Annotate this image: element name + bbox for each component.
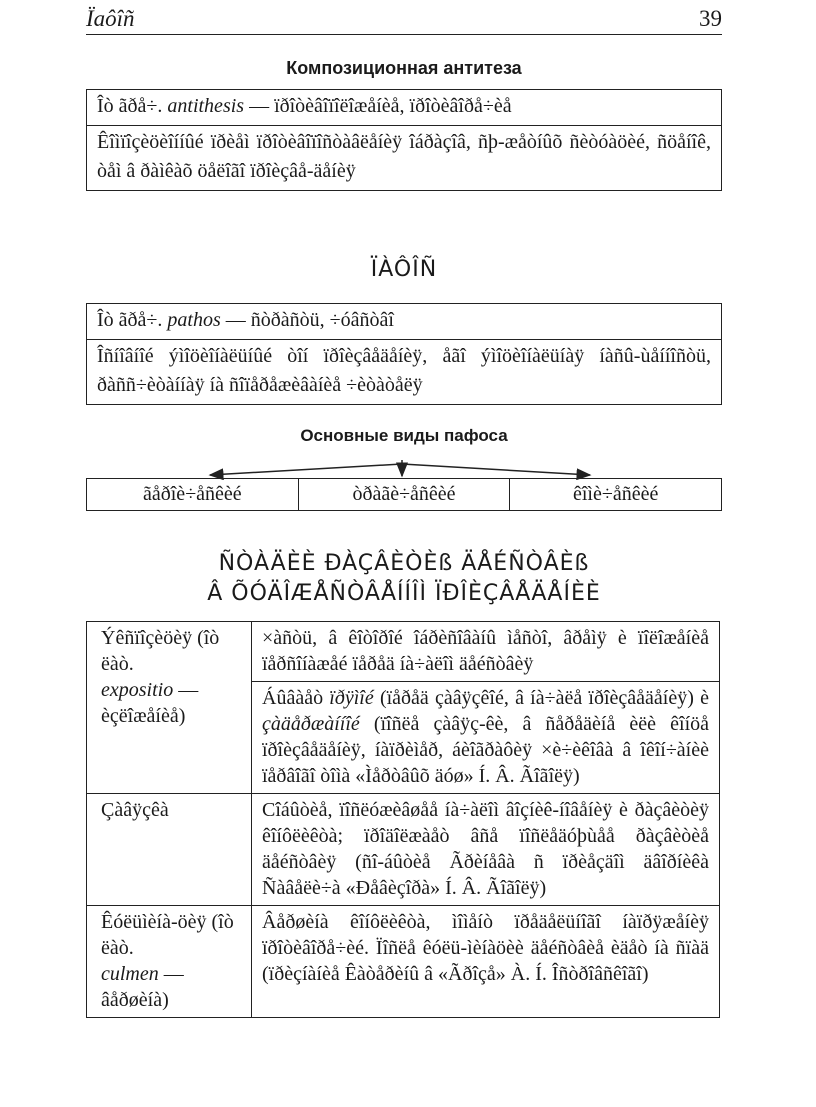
term-exposition: Ýêñïîçèöèÿ (îò ëàò. expositio — èçëîæåíèå): [87, 622, 252, 794]
term-culmination: Êóëüìèíà-öèÿ (îò ëàò. culmen — âåðøèíà): [87, 906, 252, 1018]
pathos-etymology: Îò ãðå÷. pathos — ñòðàñòü, ÷óâñòâî: [97, 309, 394, 331]
page-number: 39: [699, 6, 722, 31]
antithesis-heading: Композиционная антитеза: [286, 58, 522, 78]
plot-stages-heading-line1: ÑÒÀÄÈÈ ÐÀÇÂÈÒÈß ÄÅÉÑÒÂÈß: [218, 551, 590, 576]
plot-stages-table: [86, 621, 720, 1018]
antithesis-latin-term: antithesis: [167, 95, 245, 117]
arrow-right: [402, 464, 590, 475]
complication-definition: Cîáûòèå, ïîñëóæèâøåå íà÷àëîì âîçíèê-íîâåíèÿ è ðàçâèòèÿ êîíôëèêòà; ïðîäîëæàåò âñå ïîñëåäóþùåå ðàçâèòèå äåéñòâèÿ (ñî-áûòèå Ãðèíåâà ñ ïðèåçäîì äâîðíèêà Ñàâåëè÷à «Ðåâèçîðà» Í. Â. Ãîãîëÿ): [252, 794, 720, 906]
exposition-types: Áûâàåò ïðÿìîé (ïåðåä çàâÿçêîé, â íà÷àëå ïðîèçâåäåíèÿ) è çàäåðæàííîé (ïîñëå çàâÿç-êè, â ñåðåäèíå èëè êîíöå ïðîèçâåäåíèÿ, íàïðèìåð, áèîãðàôèÿ ×è÷èêîâà â îêîí÷àíèè ïåðâîãî òîìà «Ìåðòâûõ äóø» Í. Â. Ãîãîëÿ): [252, 682, 720, 794]
pathos-heading: ÏÀÔÎÑ: [370, 257, 438, 282]
antithesis-box: [86, 89, 722, 191]
antithesis-definition: Êîìïîçèöèîííûé ïðèåì ïðîòèâîïîñòàâëåíèÿ îáðàçîâ, ñþ-æåòíûõ ñèòóàöèé, ñöåíîê, òåì â ðàìêàõ öåëîãî ïðîèçâå-äåíèÿ: [87, 125, 721, 190]
pathos-kinds-heading: Основные виды пафоса: [300, 426, 508, 445]
kind-heroic: ãåðîè÷åñêèé: [143, 483, 242, 505]
page-header: [86, 6, 722, 35]
pathos-latin-term: pathos: [167, 309, 221, 331]
culmination-definition: Âåðøèíà êîíôëèêòà, ìîìåíò ïðåäåëüíîãî íàïðÿæåíèÿ ïðîòèâîðå÷èé. Ïîñëå êóëü-ìèíàöèè äåéñòâèå èäåò íà ñïàä (ïðèçíàíèå Êàòåðèíû â «Ãðîçå» À. Í. Îñòðîâñêîãî): [252, 906, 720, 1018]
plot-stages-heading-line2: Â ÕÓÄÎÆÅÑÒÂÅÍÍÎÌ ÏÐÎÈÇÂÅÄÅÍÈÈ: [207, 581, 601, 606]
running-title: Ïaôîñ: [86, 6, 135, 31]
kind-comic: êîìè÷åñêèé: [509, 479, 721, 510]
table-row: [87, 622, 720, 682]
table-row: [87, 906, 720, 1018]
term-complication: Çàâÿçêà: [87, 794, 252, 906]
exposition-definition: ×àñòü, â êîòîðîé îáðèñîâàíû ìåñòî, âðåìÿ è ïîëîæåíèå ïåðñîíàæåé ïåðåä íà÷àëîì äåéñòâèÿ: [252, 622, 720, 682]
table-row: [87, 794, 720, 906]
branch-arrows: [86, 460, 722, 480]
antithesis-etymology: Îò ãðå÷. antithesis — ïðîòèâîïîëîæåíèå, ïðîòèâîðå÷èå: [97, 95, 512, 117]
kind-tragic: òðàãè÷åñêèé: [298, 479, 510, 510]
arrow-left: [210, 464, 402, 475]
pathos-kinds-row: [86, 478, 722, 511]
pathos-definition: Îñíîâíîé ýìîöèîíàëüíûé òîí ïðîèçâåäåíèÿ, åãî ýìîöèîíàëüíàÿ íàñû-ùåííîñòü, ðàññ÷èòàííàÿ íà ñîïåðåæèâàíèå ÷èòàòåëÿ: [87, 339, 721, 404]
plot-stages-heading: [86, 549, 722, 609]
pathos-kinds-diagram: [86, 460, 722, 516]
pathos-box: [86, 303, 722, 405]
